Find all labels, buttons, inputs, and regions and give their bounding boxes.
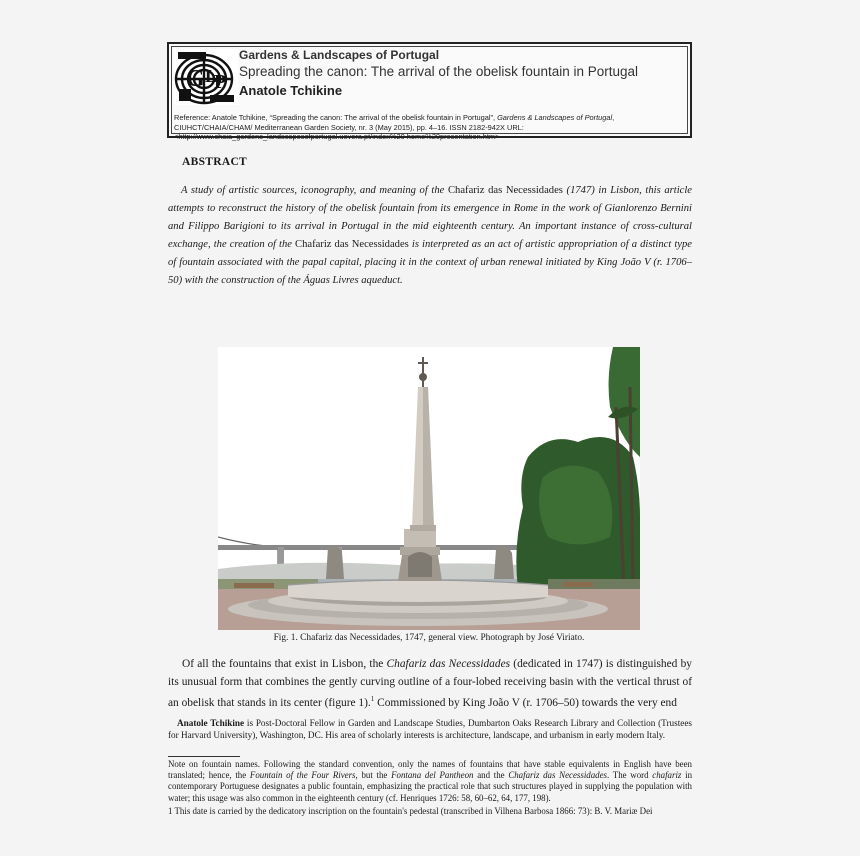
body-fountain-name: Chafariz das Necessidades xyxy=(386,658,511,670)
svg-text:G: G xyxy=(186,66,205,92)
note-part-4: . The word xyxy=(607,770,653,781)
reference-header-inner xyxy=(171,46,688,142)
fountain-names-note xyxy=(168,759,692,804)
body-part-1: Of all the fountains that exist in Lisbon, the xyxy=(182,658,387,670)
note-part-1: Note on fountain names. Following the standard convention, only the names of fountains that have stable equivalents in English have been translated; hence, the xyxy=(168,759,692,781)
reference-suffix: , CIUHCT/CHAIA/CHAM/ Mediterranean Garden Society, nr. 3 (May 2015), pp. 4–16. ISSN 2182-942X URL: <http://www.chaia_gardens_landscapesofportugal.uevora.pt/index%20 home%20presentation.htm> xyxy=(174,113,615,142)
abstract-part-2: (1747) in Lisbon, this article attempts to reconstruct the history of the obelisk fountain from its emergence in Rome in the work of Gianlorenzo Bernini and Filippo Barigioni to its arrival in Portugal in the mid eighteenth century. An important instance of cross-cultural exchange, the creation of the xyxy=(168,185,692,250)
footnote-divider xyxy=(168,756,240,757)
abstract-part-1: A study of artistic sources, iconography, and meaning of the xyxy=(181,185,448,196)
body-paragraph xyxy=(168,656,692,712)
abstract-text xyxy=(168,182,692,290)
abstract-part-3: is interpreted as an act of artistic appropriation of a distinct type of fountain associated with the papal capital, placing it in the context of urban renewal initiated by King João V (r. 1706–50) with the construction of the Águas Livres aqueduct. xyxy=(168,239,693,286)
abstract-fountain-name-2: Chafariz das Necessidades xyxy=(295,239,409,250)
abstract-heading: ABSTRACT xyxy=(182,156,248,168)
reference-citation xyxy=(174,113,690,142)
note-italic-4: chafariz xyxy=(652,770,682,781)
reference-prefix: Reference: Anatole Tchikine, “Spreading the canon: The arrival of the obelisk fountain in Portugal”, xyxy=(174,113,498,122)
abstract-fountain-name-1: Chafariz das Necessidades xyxy=(447,185,563,196)
fountain-photograph xyxy=(218,347,640,630)
note-italic-2: Fontana del Pantheon xyxy=(391,770,474,781)
footnote-1: 1 This date is carried by the dedicatory inscription on the fountain's pedestal (transcribed in Vilhena Barbosa 1866: 73): B. V. Mariæ Dei xyxy=(168,806,653,816)
figure-caption: Fig. 1. Chafariz das Necessidades, 1747, general view. Photograph by José Viriato. xyxy=(273,633,585,643)
journal-name: Gardens & Landscapes of Portugal xyxy=(239,48,440,62)
note-part-5: in contemporary Portuguese designates a public fountain, emphasizing the practical role that such structures played in supplying the population with water; this usage was also common in the eighteenth century (cf. Henriques 1726: 58, 60–62, 64, 177, 198). xyxy=(168,770,693,803)
footnote-marker: 1 xyxy=(370,695,375,703)
author-bio xyxy=(168,718,692,741)
bio-author-name: Anatole Tchikine xyxy=(177,718,245,728)
article-author: Anatole Tchikine xyxy=(239,83,343,98)
body-part-3: Commissioned by King João V (r. 1706–50) towards the very end xyxy=(374,696,677,709)
bio-text: is Post-Doctoral Fellow in Garden and Landscape Studies, Dumbarton Oaks Research Library and Collection (Trustees for Harvard University), Washington, DC. His area of scholarly interests is architecture, landscape, and urbanism in early modern Italy. xyxy=(168,718,692,740)
article-title: Spreading the canon: The arrival of the obelisk fountain in Portugal xyxy=(239,64,639,79)
svg-text:L: L xyxy=(205,66,218,86)
note-part-2: , but the xyxy=(355,770,392,781)
body-part-2: (dedicated in 1747) is distinguished by its unusual form that combines the gently curving outline of a four-lobed receiving basin with the vertical thrust of an obelisk that stands in its center (figure 1). xyxy=(168,658,692,709)
svg-text:P: P xyxy=(214,71,227,93)
reference-journal: Gardens & Landscapes of Portugal xyxy=(497,113,613,122)
note-italic-3: Chafariz das Necessidades xyxy=(508,770,607,781)
note-part-3: and the xyxy=(473,770,509,781)
note-italic-1: Fountain of the Four Rivers xyxy=(249,770,356,781)
reference-header-box xyxy=(167,42,692,142)
journal-logo-icon xyxy=(174,49,238,105)
